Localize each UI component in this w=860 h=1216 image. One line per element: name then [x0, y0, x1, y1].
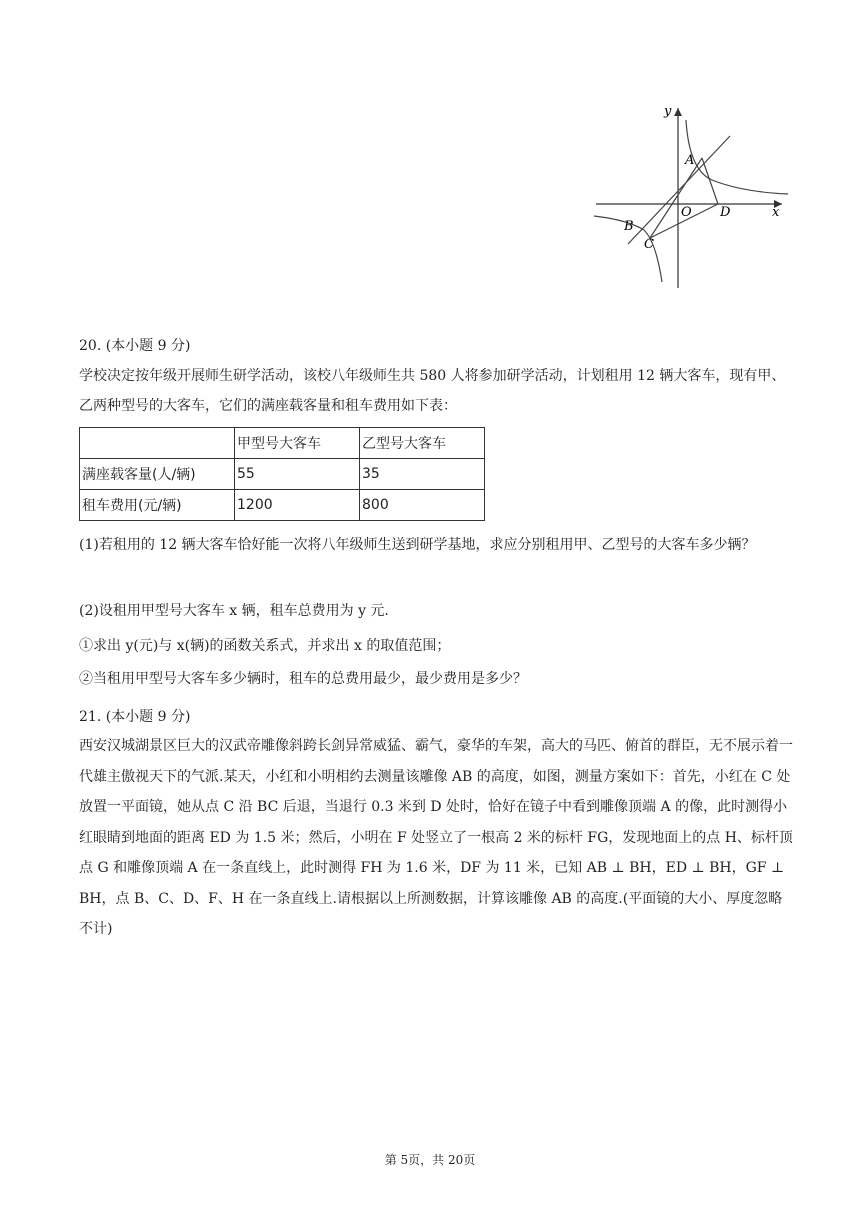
q20-intro: 学校决定按年级开展师生研学活动，该校八年级师生共 580 人将参加研学活动，计划租用 12 辆大客车，现有甲、乙两种型号的大客车，它们的满座载客量和租车费用如下表：: [79, 368, 786, 414]
table-cell: 35: [360, 459, 485, 490]
page-footer: 第 5页，共 20页: [384, 1153, 476, 1167]
table-header-cell: 乙型号大客车: [360, 428, 485, 459]
label-b: B: [624, 219, 634, 234]
q20-part2-1: ①求出 y(元)与 x(辆)的函数关系式，并求出 x 的取值范围；: [79, 638, 451, 654]
q21-header: 21. (本小题 9 分): [79, 709, 191, 725]
table-header-row: [80, 428, 485, 459]
q20-part2-2: ②当租用甲型号大客车多少辆时，租车的总费用最少，最少费用是多少？: [79, 671, 527, 687]
table-cell: 1200: [235, 490, 360, 521]
coordinate-figure: [592, 100, 792, 295]
label-x: x: [772, 205, 780, 220]
label-c: C: [644, 237, 654, 252]
q21-body: 西安汉城湖景区巨大的汉武帝雕像斜跨长剑异常威猛、霸气，豪华的车架，高大的马匹、俯首的群臣，无不展示着一代雄主傲视天下的气派.某天，小红和小明相约去测量该雕像 AB 的高度，如图，测量方案如下：首先，小红在 C 处放置一平面镜，她从点 C 沿 BC 后退，当退行 0.3 米到 D 处时，恰好在镜子中看到雕像顶端 A 的像，此时测得小红眼睛到地面的距离 ED 为 1.5 米；然后，小明在 F 处竖立了一根高 2 米的标杆 FG，发现地面上的点 H、标杆顶点 G 和雕像顶端 A 在一条直线上，此时测得 FH 为 1.6 米，DF 为 11 米，已知 AB ⊥ BH，ED ⊥ BH，GF ⊥ BH，点 B、C、D、F、H 在一条直线上.请根据以上所测数据，计算该雕像 AB 的高度.(平面镜的大小、厚度忽略不计): [79, 738, 793, 937]
q20-part1: (1)若租用的 12 辆大客车恰好能一次将八年级师生送到研学基地，求应分别租用甲、乙型号的大客车多少辆？: [79, 537, 756, 553]
table-cell: 55: [235, 459, 360, 490]
line-ab: [628, 136, 730, 244]
q20-header: 20. (本小题 9 分): [79, 338, 191, 354]
label-o: O: [681, 205, 692, 220]
bus-table: [79, 427, 485, 521]
label-y: y: [664, 104, 672, 119]
table-header-cell: 甲型号大客车: [235, 428, 360, 459]
table-header-cell: [80, 428, 235, 459]
y-axis-arrow: [674, 108, 682, 116]
q20-part2: (2)设租用甲型号大客车 x 辆，租车总费用为 y 元.: [79, 603, 389, 619]
label-d: D: [720, 205, 731, 220]
table-row: [80, 459, 485, 490]
segment-ac: [650, 158, 702, 238]
table-cell: 满座载客量(人/辆): [80, 459, 235, 490]
label-a: A: [685, 153, 695, 168]
table-cell: 800: [360, 490, 485, 521]
hyperbola-branch-q1: [686, 120, 788, 194]
table-cell: 租车费用(元/辆): [80, 490, 235, 521]
table-row: [80, 490, 485, 521]
hyperbola-diagram: [592, 100, 792, 295]
